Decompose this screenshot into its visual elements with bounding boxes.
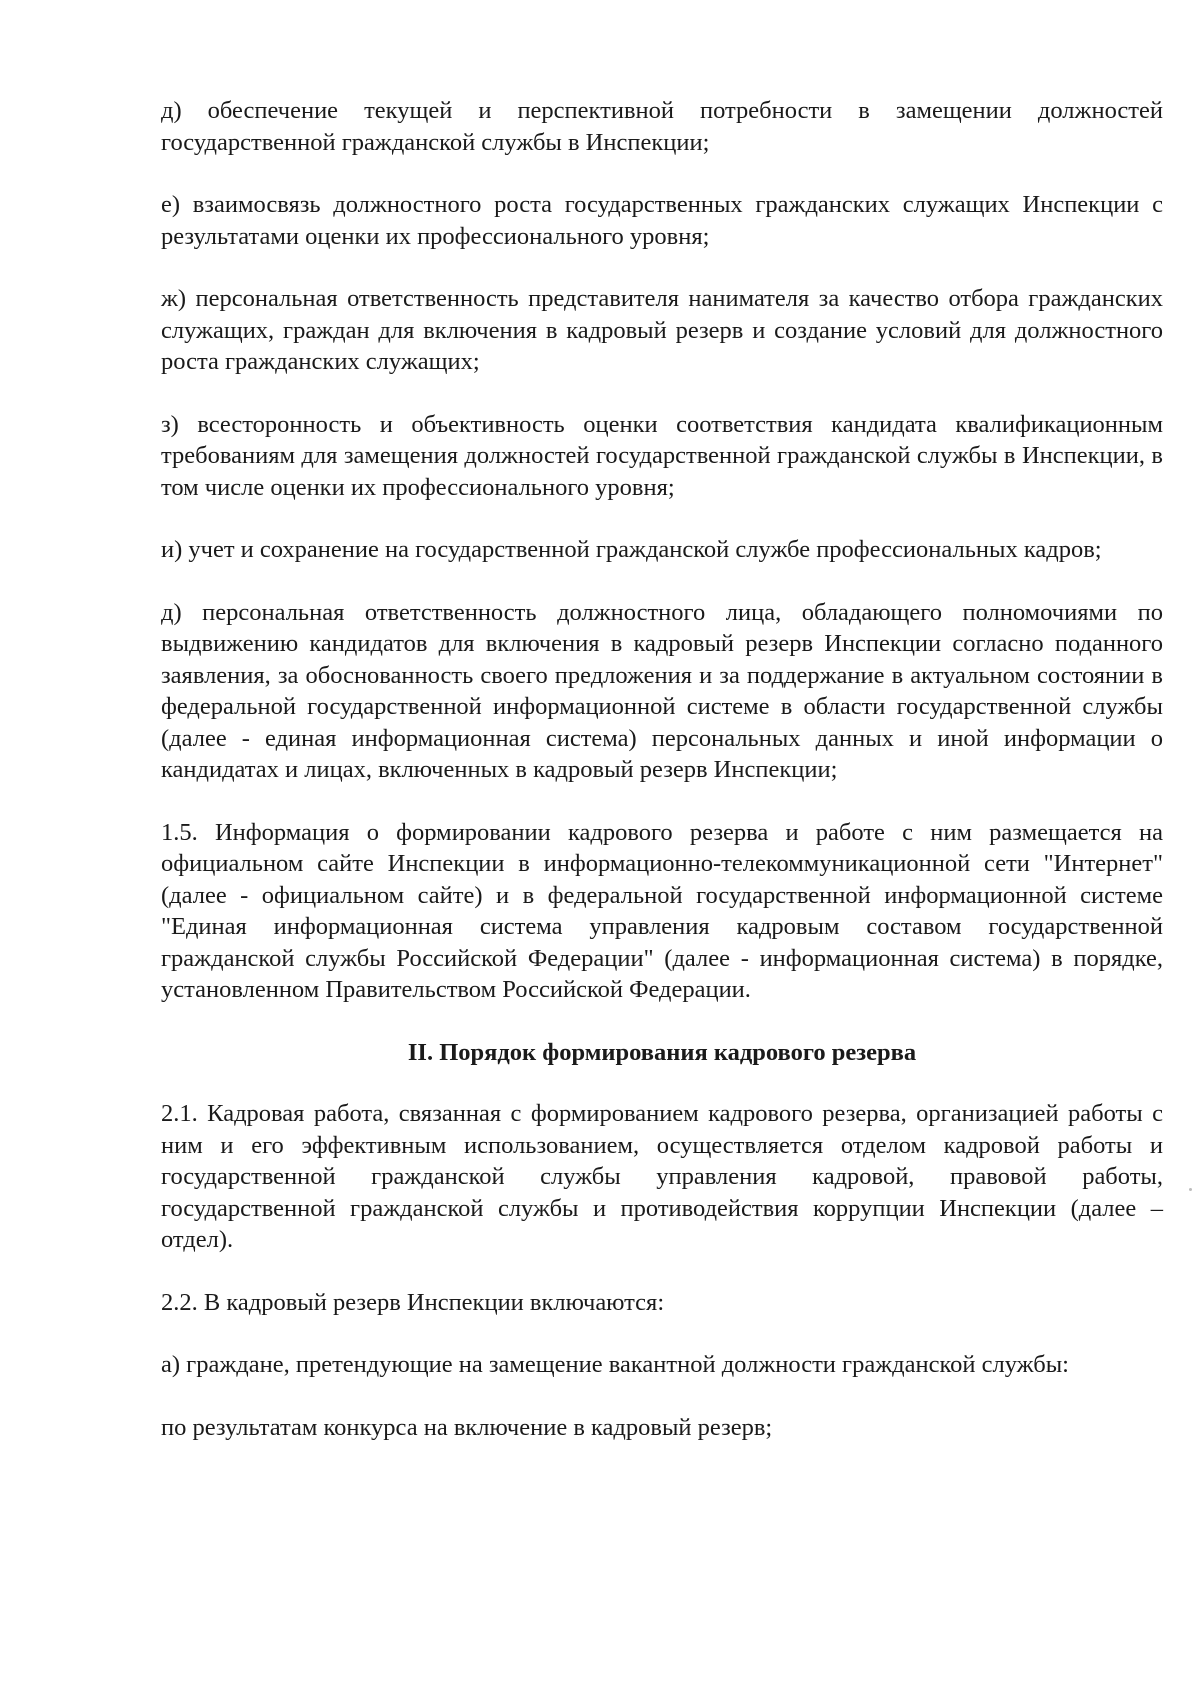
paragraph-zh-employer-responsibility: ж) персональная ответственность представителя нанимателя за качество отбора гражданских служащих, граждан для включения в кадровый резерв и создание условий для должностного роста гражданских служащих; (161, 285, 1163, 375)
section-heading: II. Порядок формирования кадрового резерва (407, 1038, 917, 1066)
paragraph-1-5-information: 1.5. Информация о формировании кадрового резерва и работе с ним размещается на официальном сайте Инспекции в информационно-телекоммуникационной сети "Интернет" (далее - официальном сайте) и в федеральной государственной информационной системе "Единая информационная система управления кадровым составом государственной гражданской службы Российской Федерации" (далее - информационная система) в порядке, установленном Правительством Российской Федерации. (161, 818, 1163, 1003)
document-body (161, 95, 1163, 1474)
scan-speck (1189, 1188, 1192, 1191)
paragraph-2-2-reserve-includes: 2.2. В кадровый резерв Инспекции включаются: (161, 1288, 665, 1316)
paragraph-d-official-responsibility: д) персональная ответственность должностного лица, обладающего полномочиями по выдвижению кандидатов для включения в кадровый резерв Инспекции согласно поданного заявления, за обоснованность своего предложения и за поддержание в актуальном состоянии в федеральной государственной информационной системе в области государственной службы (далее - единая информационная система) персональных данных и иной информации о кандидатах и лицах, включенных в кадровый резерв Инспекции; (161, 598, 1163, 783)
paragraph-z-objective-assessment: з) всесторонность и объективность оценки соответствия кандидата квалификационным требованиям для замещения должностей государственной гражданской службы в Инспекции, в том числе оценки их профессионального уровня; (161, 410, 1163, 501)
paragraph-d-staffing-needs: д) обеспечение текущей и перспективной потребности в замещении должностей государственной гражданской службы в Инспекции; (161, 97, 1163, 156)
paragraph-competition-results: по результатам конкурса на включение в кадровый резерв; (161, 1413, 773, 1441)
paragraph-a-citizens: а) граждане, претендующие на замещение вакантной должности гражданской службы: (161, 1351, 1069, 1378)
paragraph-2-1-personnel-work: 2.1. Кадровая работа, связанная с формированием кадрового резерва, организацией работы с ним и его эффективным использованием, осуществляется отделом кадровой работы и государственной гражданской службы управления кадровой, правовой работы, государственной гражданской службы и противодействия коррупции Инспекции (далее – отдел). (161, 1100, 1163, 1253)
paragraph-e-career-growth: е) взаимосвязь должностного роста государственных гражданских служащих Инспекции с результатами оценки их профессионального уровня; (161, 191, 1163, 250)
paragraph-i-staff-retention: и) учет и сохранение на государственной гражданской службе профессиональных кадров; (161, 536, 1102, 563)
